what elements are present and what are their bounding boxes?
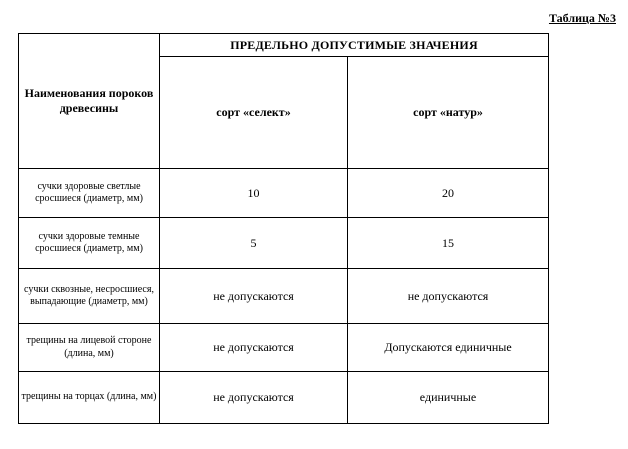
row-label: трещины на лицевой стороне (длина, мм): [19, 324, 160, 372]
row-value-select: не допускаются: [160, 269, 348, 324]
header-defect-name: Наименования пороков древесины: [19, 34, 160, 169]
table-row: [19, 169, 549, 218]
table-caption: Таблица №3: [548, 11, 616, 25]
row-value-natur: Допускаются единичные: [348, 324, 549, 372]
row-value-select: не допускаются: [160, 372, 348, 424]
row-value-natur: 15: [348, 218, 549, 269]
table-row: [19, 269, 549, 324]
row-value-select: не допускаются: [160, 324, 348, 372]
defects-table: [18, 33, 549, 424]
table-row: [19, 372, 549, 424]
row-value-natur: единичные: [348, 372, 549, 424]
row-value-select: 5: [160, 218, 348, 269]
row-label: сучки здоровые светлые сросшиеся (диаметр, мм): [19, 169, 160, 218]
row-label: сучки сквозные, несросшиеся, выпадающие (диаметр, мм): [19, 269, 160, 324]
table-row: [19, 218, 549, 269]
header-sort-natur: сорт «натур»: [348, 57, 549, 169]
row-value-select: 10: [160, 169, 348, 218]
table-header-row: [19, 34, 549, 57]
header-sort-select: сорт «селект»: [160, 57, 348, 169]
header-allowed-values-text: ПРЕДЕЛЬНО ДОПУСТИМЫЕ ЗНАЧЕНИЯ: [230, 37, 478, 52]
row-value-natur: не допускаются: [348, 269, 549, 324]
row-label: трещины на торцах (длина, мм): [19, 372, 160, 424]
header-allowed-values: [160, 34, 549, 57]
row-label: сучки здоровые темные сросшиеся (диаметр, мм): [19, 218, 160, 269]
table-row: [19, 324, 549, 372]
row-value-natur: 20: [348, 169, 549, 218]
